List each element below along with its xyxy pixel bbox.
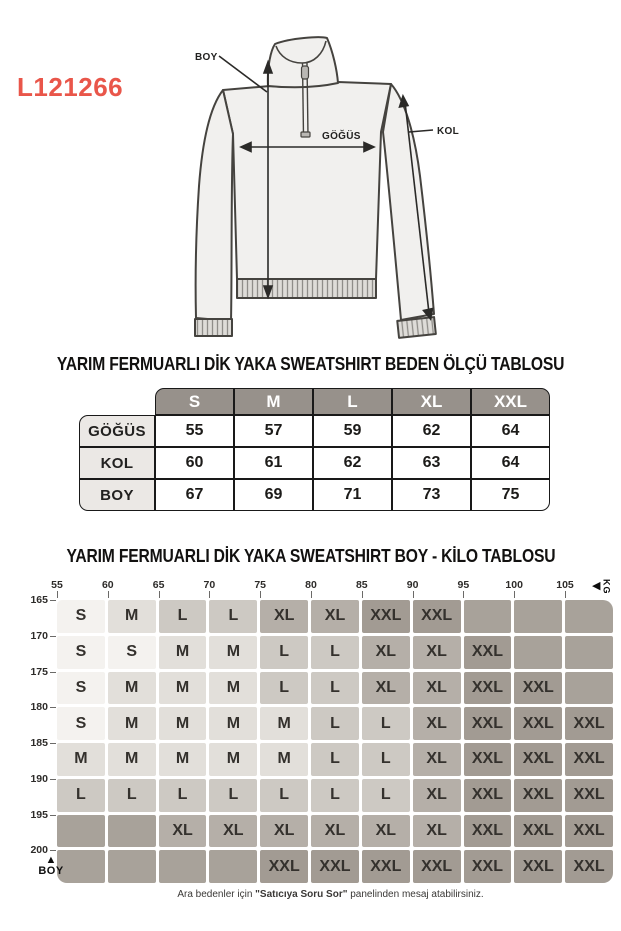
size-table-header-row: [79, 388, 550, 415]
weight-axis-tick: [159, 591, 160, 598]
weight-axis-tick: [57, 591, 58, 598]
measure-value-cell: 69: [234, 479, 313, 511]
weight-axis-tick: [565, 591, 566, 598]
size-table-row: [79, 479, 550, 511]
matrix-size-cell: M: [159, 672, 207, 705]
height-axis-label: 180: [30, 701, 48, 714]
height-axis-label: 190: [30, 772, 48, 785]
matrix-size-cell: L: [311, 636, 359, 669]
measure-value-cell: 63: [392, 447, 471, 479]
height-axis-tick: [50, 743, 56, 744]
size-table: [79, 388, 550, 511]
matrix-empty-cell: [108, 815, 156, 848]
measure-row-label: BOY: [79, 479, 155, 511]
matrix-table-title: YARIM FERMUARLI DİK YAKA SWEATSHIRT BOY - KİLO TABLOSU: [66, 546, 555, 566]
matrix-size-cell: XXL: [514, 850, 562, 883]
matrix-size-cell: S: [108, 636, 156, 669]
matrix-size-cell: XXL: [565, 707, 613, 740]
height-axis-tick: [50, 850, 56, 851]
matrix-size-cell: M: [209, 743, 257, 776]
matrix-size-cell: M: [209, 707, 257, 740]
matrix-empty-cell: [514, 636, 562, 669]
matrix-size-cell: L: [362, 743, 410, 776]
matrix-size-cell: L: [209, 600, 257, 633]
weight-axis-label: 65: [152, 579, 165, 591]
size-column-header: S: [155, 388, 234, 415]
matrix-size-cell: XXL: [362, 600, 410, 633]
matrix-size-cell: XXL: [464, 815, 512, 848]
weight-axis-tick: [362, 591, 363, 598]
matrix-size-cell: L: [159, 600, 207, 633]
matrix-size-cell: L: [260, 779, 308, 812]
matrix-size-cell: S: [57, 636, 105, 669]
weight-axis-tick: [413, 591, 414, 598]
size-column-header: XXL: [471, 388, 550, 415]
matrix-size-cell: XL: [413, 672, 461, 705]
measure-value-cell: 64: [471, 447, 550, 479]
gogus-measure-label: GÖĞÜS: [322, 131, 361, 142]
height-axis-tick: [50, 707, 56, 708]
matrix-size-cell: XXL: [514, 815, 562, 848]
weight-axis-label: 90: [406, 579, 419, 591]
size-table-title: YARIM FERMUARLI DİK YAKA SWEATSHIRT BEDEN ÖLÇÜ TABLOSU: [56, 354, 565, 374]
measure-value-cell: 73: [392, 479, 471, 511]
boy-axis-label: [34, 855, 68, 877]
matrix-size-cell: XXL: [464, 779, 512, 812]
measure-value-cell: 55: [155, 415, 234, 447]
matrix-size-cell: M: [108, 707, 156, 740]
weight-axis-label: 60: [101, 579, 114, 591]
matrix-size-cell: XL: [362, 815, 410, 848]
matrix-size-cell: XXL: [464, 672, 512, 705]
height-axis-label: 185: [30, 737, 48, 749]
matrix-size-cell: XL: [413, 743, 461, 776]
matrix-empty-cell: [565, 600, 613, 633]
matrix-size-cell: L: [260, 672, 308, 705]
matrix-size-cell: M: [108, 600, 156, 633]
height-axis-label: 175: [30, 665, 48, 678]
size-table-row: [79, 415, 550, 447]
matrix-size-cell: XXL: [413, 850, 461, 883]
matrix-size-cell: XXL: [464, 743, 512, 776]
height-axis-tick: [50, 672, 56, 673]
weight-axis-label: 85: [355, 579, 368, 591]
sweatshirt-drawing: [195, 37, 436, 338]
measure-value-cell: 75: [471, 479, 550, 511]
matrix-size-cell: XL: [413, 636, 461, 669]
measure-value-cell: 61: [234, 447, 313, 479]
size-column-header: M: [234, 388, 313, 415]
matrix-size-cell: XL: [311, 600, 359, 633]
height-axis-tick: [50, 779, 56, 780]
size-table-corner-cell: [79, 388, 155, 415]
matrix-size-cell: XL: [362, 672, 410, 705]
weight-axis-label: 80: [305, 579, 317, 591]
boy-measure-label: BOY: [195, 52, 218, 63]
size-table-body: [79, 415, 550, 511]
matrix-size-cell: M: [108, 743, 156, 776]
height-axis-label: 200: [30, 844, 48, 857]
matrix-size-cell: XL: [260, 600, 308, 633]
size-table-title-wrap: [0, 354, 621, 375]
matrix-size-cell: L: [159, 779, 207, 812]
matrix-empty-cell: [57, 815, 105, 848]
boy-arrow-icon: ▲: [45, 854, 57, 866]
matrix-size-cell: L: [362, 779, 410, 812]
matrix-size-cell: XXL: [514, 672, 562, 705]
matrix-size-cell: XXL: [514, 743, 562, 776]
matrix-size-cell: L: [260, 636, 308, 669]
matrix-size-cell: L: [311, 743, 359, 776]
matrix-size-cell: M: [209, 672, 257, 705]
kg-axis-label: [592, 579, 611, 595]
boy-axis-text: BOY: [38, 865, 64, 877]
matrix-size-cell: M: [159, 743, 207, 776]
weight-axis-label: 75: [254, 579, 267, 591]
measure-row-label: GÖĞÜS: [79, 415, 155, 447]
matrix-size-cell: L: [108, 779, 156, 812]
weight-axis-tick: [463, 591, 464, 598]
matrix-size-cell: XL: [413, 779, 461, 812]
garment-diagram: [175, 36, 480, 348]
matrix-size-cell: S: [57, 707, 105, 740]
measure-value-cell: 62: [313, 447, 392, 479]
size-column-header: XL: [392, 388, 471, 415]
matrix-size-cell: XL: [260, 815, 308, 848]
matrix-size-cell: L: [311, 672, 359, 705]
measure-row-label: KOL: [79, 447, 155, 479]
measure-value-cell: 62: [392, 415, 471, 447]
height-axis-tick: [50, 636, 56, 637]
matrix-size-cell: XXL: [260, 850, 308, 883]
matrix-empty-cell: [514, 600, 562, 633]
measure-value-cell: 57: [234, 415, 313, 447]
matrix-size-cell: XXL: [514, 779, 562, 812]
matrix-size-cell: XL: [413, 815, 461, 848]
kol-measure-label: KOL: [437, 126, 460, 137]
matrix-size-cell: XXL: [565, 779, 613, 812]
footnote-suffix: panelinden mesaj atabilirsiniz.: [347, 889, 484, 900]
kg-arrow-icon: ◀: [592, 580, 601, 593]
weight-axis-label: 70: [203, 579, 216, 591]
matrix-empty-cell: [159, 850, 207, 883]
matrix-empty-cell: [108, 850, 156, 883]
matrix-size-cell: XL: [209, 815, 257, 848]
matrix-empty-cell: [565, 672, 613, 705]
matrix-table-title-wrap: [0, 546, 621, 567]
measure-value-cell: 64: [471, 415, 550, 447]
matrix-size-cell: XL: [159, 815, 207, 848]
height-axis-label: 195: [30, 808, 48, 821]
matrix-size-cell: S: [57, 672, 105, 705]
matrix-size-cell: S: [57, 600, 105, 633]
measure-value-cell: 67: [155, 479, 234, 511]
matrix-size-cell: L: [311, 779, 359, 812]
measure-value-cell: 71: [313, 479, 392, 511]
matrix-empty-cell: [565, 636, 613, 669]
weight-axis-label: 95: [457, 579, 470, 591]
matrix-size-cell: M: [159, 636, 207, 669]
matrix-size-cell: L: [57, 779, 105, 812]
matrix-size-cell: XXL: [362, 850, 410, 883]
matrix-size-cell: L: [362, 707, 410, 740]
matrix-size-cell: XXL: [514, 707, 562, 740]
size-column-header: L: [313, 388, 392, 415]
matrix-size-cell: XXL: [565, 850, 613, 883]
matrix-size-cell: XXL: [565, 743, 613, 776]
matrix-size-cell: M: [159, 707, 207, 740]
matrix-size-cell: M: [260, 707, 308, 740]
footnote-prefix: Ara bedenler için: [177, 889, 256, 900]
weight-axis-tick: [514, 591, 515, 598]
weight-axis-tick: [311, 591, 312, 598]
height-axis-tick: [50, 815, 56, 816]
footnote-bold: "Satıcıya Soru Sor": [255, 889, 348, 900]
measure-value-cell: 59: [313, 415, 392, 447]
weight-axis-tick: [108, 591, 109, 598]
matrix-size-cell: M: [57, 743, 105, 776]
height-axis-label: 165: [30, 594, 48, 606]
matrix-size-cell: M: [260, 743, 308, 776]
weight-axis-tick: [209, 591, 210, 598]
weight-axis-label: 55: [51, 579, 63, 591]
matrix-size-cell: XXL: [311, 850, 359, 883]
matrix-size-cell: XXL: [464, 707, 512, 740]
matrix-size-cell: XXL: [464, 850, 512, 883]
matrix-size-cell: XXL: [464, 636, 512, 669]
matrix-empty-cell: [209, 850, 257, 883]
matrix-size-cell: XL: [362, 636, 410, 669]
matrix-size-cell: XXL: [413, 600, 461, 633]
matrix-grid: [57, 600, 613, 883]
matrix-size-cell: XXL: [565, 815, 613, 848]
weight-axis-tick: [260, 591, 261, 598]
weight-axis-label: 105: [556, 579, 574, 591]
weight-axis-label: 100: [505, 579, 523, 591]
product-code: L121266: [17, 72, 124, 102]
matrix-size-cell: L: [209, 779, 257, 812]
footnote: [0, 889, 621, 900]
height-axis-tick: [50, 600, 56, 601]
matrix-size-cell: XL: [413, 707, 461, 740]
height-axis-label: 170: [30, 629, 48, 642]
matrix-size-cell: M: [108, 672, 156, 705]
matrix-size-cell: M: [209, 636, 257, 669]
matrix-empty-cell: [464, 600, 512, 633]
kg-axis-text: KG: [601, 579, 612, 595]
matrix-size-cell: L: [311, 707, 359, 740]
measure-value-cell: 60: [155, 447, 234, 479]
matrix-size-cell: XL: [311, 815, 359, 848]
size-table-row: [79, 447, 550, 479]
